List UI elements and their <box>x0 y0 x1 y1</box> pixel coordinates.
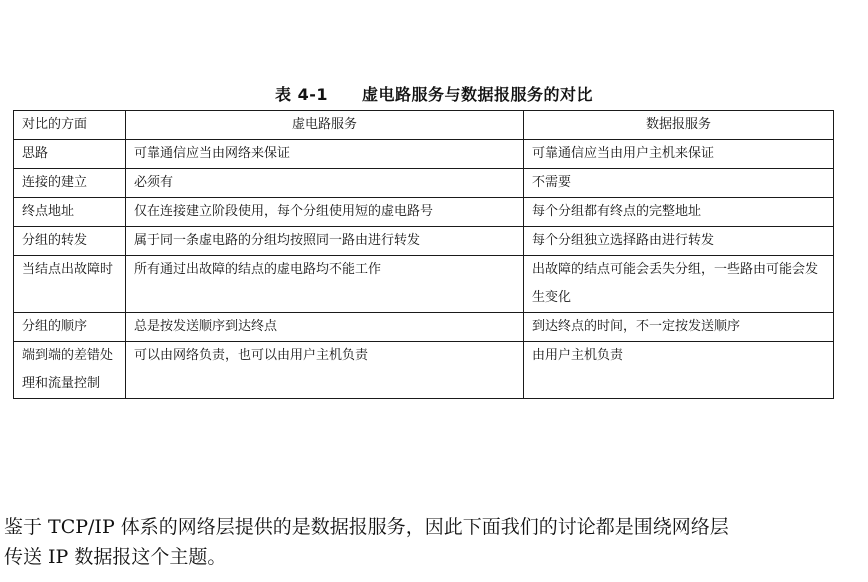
table-row <box>14 140 834 169</box>
virtual-circuit-cell: 所有通过出故障的结点的虚电路均不能工作 <box>126 256 524 313</box>
paragraph-line: 鉴于 TCP/IP 体系的网络层提供的是数据报服务，因此下面我们的讨论都是围绕网络层 <box>4 516 729 538</box>
column-header-datagram: 数据报服务 <box>524 111 834 140</box>
virtual-circuit-cell: 仅在连接建立阶段使用，每个分组使用短的虚电路号 <box>126 198 524 227</box>
row-aspect-cell: 连接的建立 <box>14 169 126 198</box>
table-header-row <box>14 111 834 140</box>
column-header-virtual-circuit: 虚电路服务 <box>126 111 524 140</box>
comparison-table <box>13 110 834 399</box>
virtual-circuit-cell: 必须有 <box>126 169 524 198</box>
row-aspect-cell: 分组的转发 <box>14 227 126 256</box>
datagram-cell: 可靠通信应当由用户主机来保证 <box>524 140 834 169</box>
row-aspect-cell: 终点地址 <box>14 198 126 227</box>
column-header-aspect: 对比的方面 <box>14 111 126 140</box>
datagram-cell: 每个分组都有终点的完整地址 <box>524 198 834 227</box>
row-aspect-cell: 当结点出故障时 <box>14 256 126 313</box>
table-row <box>14 256 834 313</box>
table-row <box>14 198 834 227</box>
table-row <box>14 169 834 198</box>
paragraph-line: 传送 IP 数据报这个主题。 <box>4 546 227 568</box>
table-title: 虚电路服务与数据报服务的对比 <box>361 85 593 104</box>
virtual-circuit-cell: 总是按发送顺序到达终点 <box>126 313 524 342</box>
table-number: 表 4-1 <box>275 85 328 104</box>
row-aspect-cell: 分组的顺序 <box>14 313 126 342</box>
row-aspect-cell: 思路 <box>14 140 126 169</box>
table-row <box>14 342 834 399</box>
table-row <box>14 227 834 256</box>
datagram-cell: 出故障的结点可能会丢失分组，一些路由可能会发生变化 <box>524 256 834 313</box>
row-aspect-cell: 端到端的差错处理和流量控制 <box>14 342 126 399</box>
virtual-circuit-cell: 属于同一条虚电路的分组均按照同一路由进行转发 <box>126 227 524 256</box>
body-paragraph <box>4 512 868 572</box>
datagram-cell: 每个分组独立选择路由进行转发 <box>524 227 834 256</box>
table-caption <box>0 82 868 105</box>
virtual-circuit-cell: 可靠通信应当由网络来保证 <box>126 140 524 169</box>
datagram-cell: 到达终点的时间，不一定按发送顺序 <box>524 313 834 342</box>
table-row <box>14 313 834 342</box>
datagram-cell: 由用户主机负责 <box>524 342 834 399</box>
datagram-cell: 不需要 <box>524 169 834 198</box>
virtual-circuit-cell: 可以由网络负责，也可以由用户主机负责 <box>126 342 524 399</box>
